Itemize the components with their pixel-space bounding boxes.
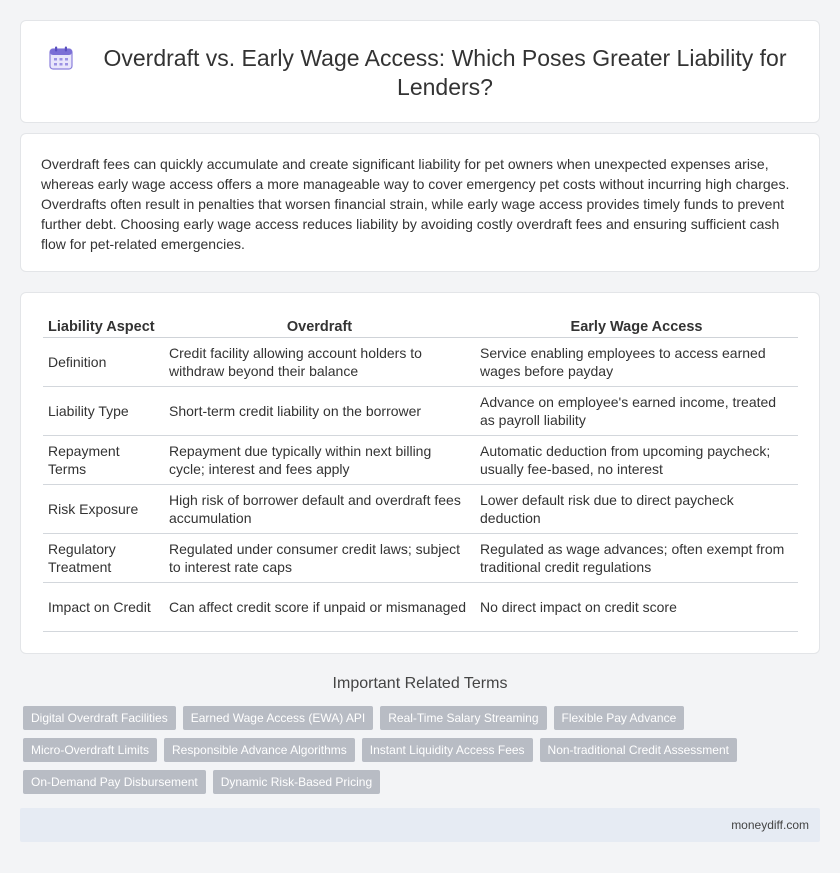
early-wage-cell: Regulated as wage advances; often exempt from traditional credit regulations [475, 533, 798, 582]
row-label: Regulatory Treatment [43, 533, 164, 582]
footer-brand-link[interactable]: moneydiff.com [731, 818, 809, 832]
row-label: Definition [43, 337, 164, 386]
table-row [43, 337, 798, 386]
overdraft-cell: Can affect credit score if unpaid or mismanaged [164, 582, 475, 631]
title-card [20, 20, 820, 123]
footer [20, 808, 820, 842]
comparison-table [43, 315, 798, 632]
comparison-table-card [20, 292, 820, 654]
row-label: Liability Type [43, 386, 164, 435]
related-term-tag[interactable]: Real-Time Salary Streaming [380, 706, 546, 730]
early-wage-cell: Service enabling employees to access earned wages before payday [475, 337, 798, 386]
summary-card [20, 133, 820, 272]
table-row [43, 386, 798, 435]
related-term-tag[interactable]: Earned Wage Access (EWA) API [183, 706, 374, 730]
header-overdraft: Overdraft [164, 315, 475, 337]
page-title: Overdraft vs. Early Wage Access: Which Poses Greater Liability for Lenders? [103, 45, 787, 100]
header-liability-aspect: Liability Aspect [43, 315, 164, 337]
related-term-tag[interactable]: Non-traditional Credit Assessment [540, 738, 737, 762]
calendar-icon [48, 45, 74, 71]
early-wage-cell: Advance on employee's earned income, treated as payroll liability [475, 386, 798, 435]
related-term-tag[interactable]: Flexible Pay Advance [554, 706, 685, 730]
row-label: Repayment Terms [43, 435, 164, 484]
table-row [43, 582, 798, 631]
table-header-row [43, 315, 798, 337]
related-term-tag[interactable]: On-Demand Pay Disbursement [23, 770, 206, 794]
early-wage-cell: No direct impact on credit score [475, 582, 798, 631]
overdraft-cell: Repayment due typically within next billing cycle; interest and fees apply [164, 435, 475, 484]
table-row [43, 533, 798, 582]
row-label: Impact on Credit [43, 582, 164, 631]
summary-text: Overdraft fees can quickly accumulate and create significant liability for pet owners when unexpected expenses arise, whereas early wage access offers a more manageable way to cover emergency pet costs without incurring high charges. Overdrafts often result in penalties that worsen financial strain, while early wage access provides timely funds to prevent further debt. Choosing early wage access reduces liability by avoiding costly overdraft fees and ensuring sufficient cash flow for pet-related emergencies. [41, 156, 790, 252]
related-terms-title: Important Related Terms [332, 675, 508, 692]
related-term-tag[interactable]: Dynamic Risk-Based Pricing [213, 770, 380, 794]
related-term-tag[interactable]: Digital Overdraft Facilities [23, 706, 176, 730]
early-wage-cell: Automatic deduction from upcoming paycheck; usually fee-based, no interest [475, 435, 798, 484]
overdraft-cell: Short-term credit liability on the borrower [164, 386, 475, 435]
overdraft-cell: Credit facility allowing account holders to withdraw beyond their balance [164, 337, 475, 386]
early-wage-cell: Lower default risk due to direct paycheck deduction [475, 484, 798, 533]
table-row [43, 435, 798, 484]
overdraft-cell: Regulated under consumer credit laws; subject to interest rate caps [164, 533, 475, 582]
related-term-tag[interactable]: Responsible Advance Algorithms [164, 738, 355, 762]
table-row [43, 484, 798, 533]
row-label: Risk Exposure [43, 484, 164, 533]
related-terms-list [23, 706, 823, 794]
related-term-tag[interactable]: Instant Liquidity Access Fees [362, 738, 533, 762]
header-early-wage-access: Early Wage Access [475, 315, 798, 337]
related-term-tag[interactable]: Micro-Overdraft Limits [23, 738, 157, 762]
overdraft-cell: High risk of borrower default and overdraft fees accumulation [164, 484, 475, 533]
